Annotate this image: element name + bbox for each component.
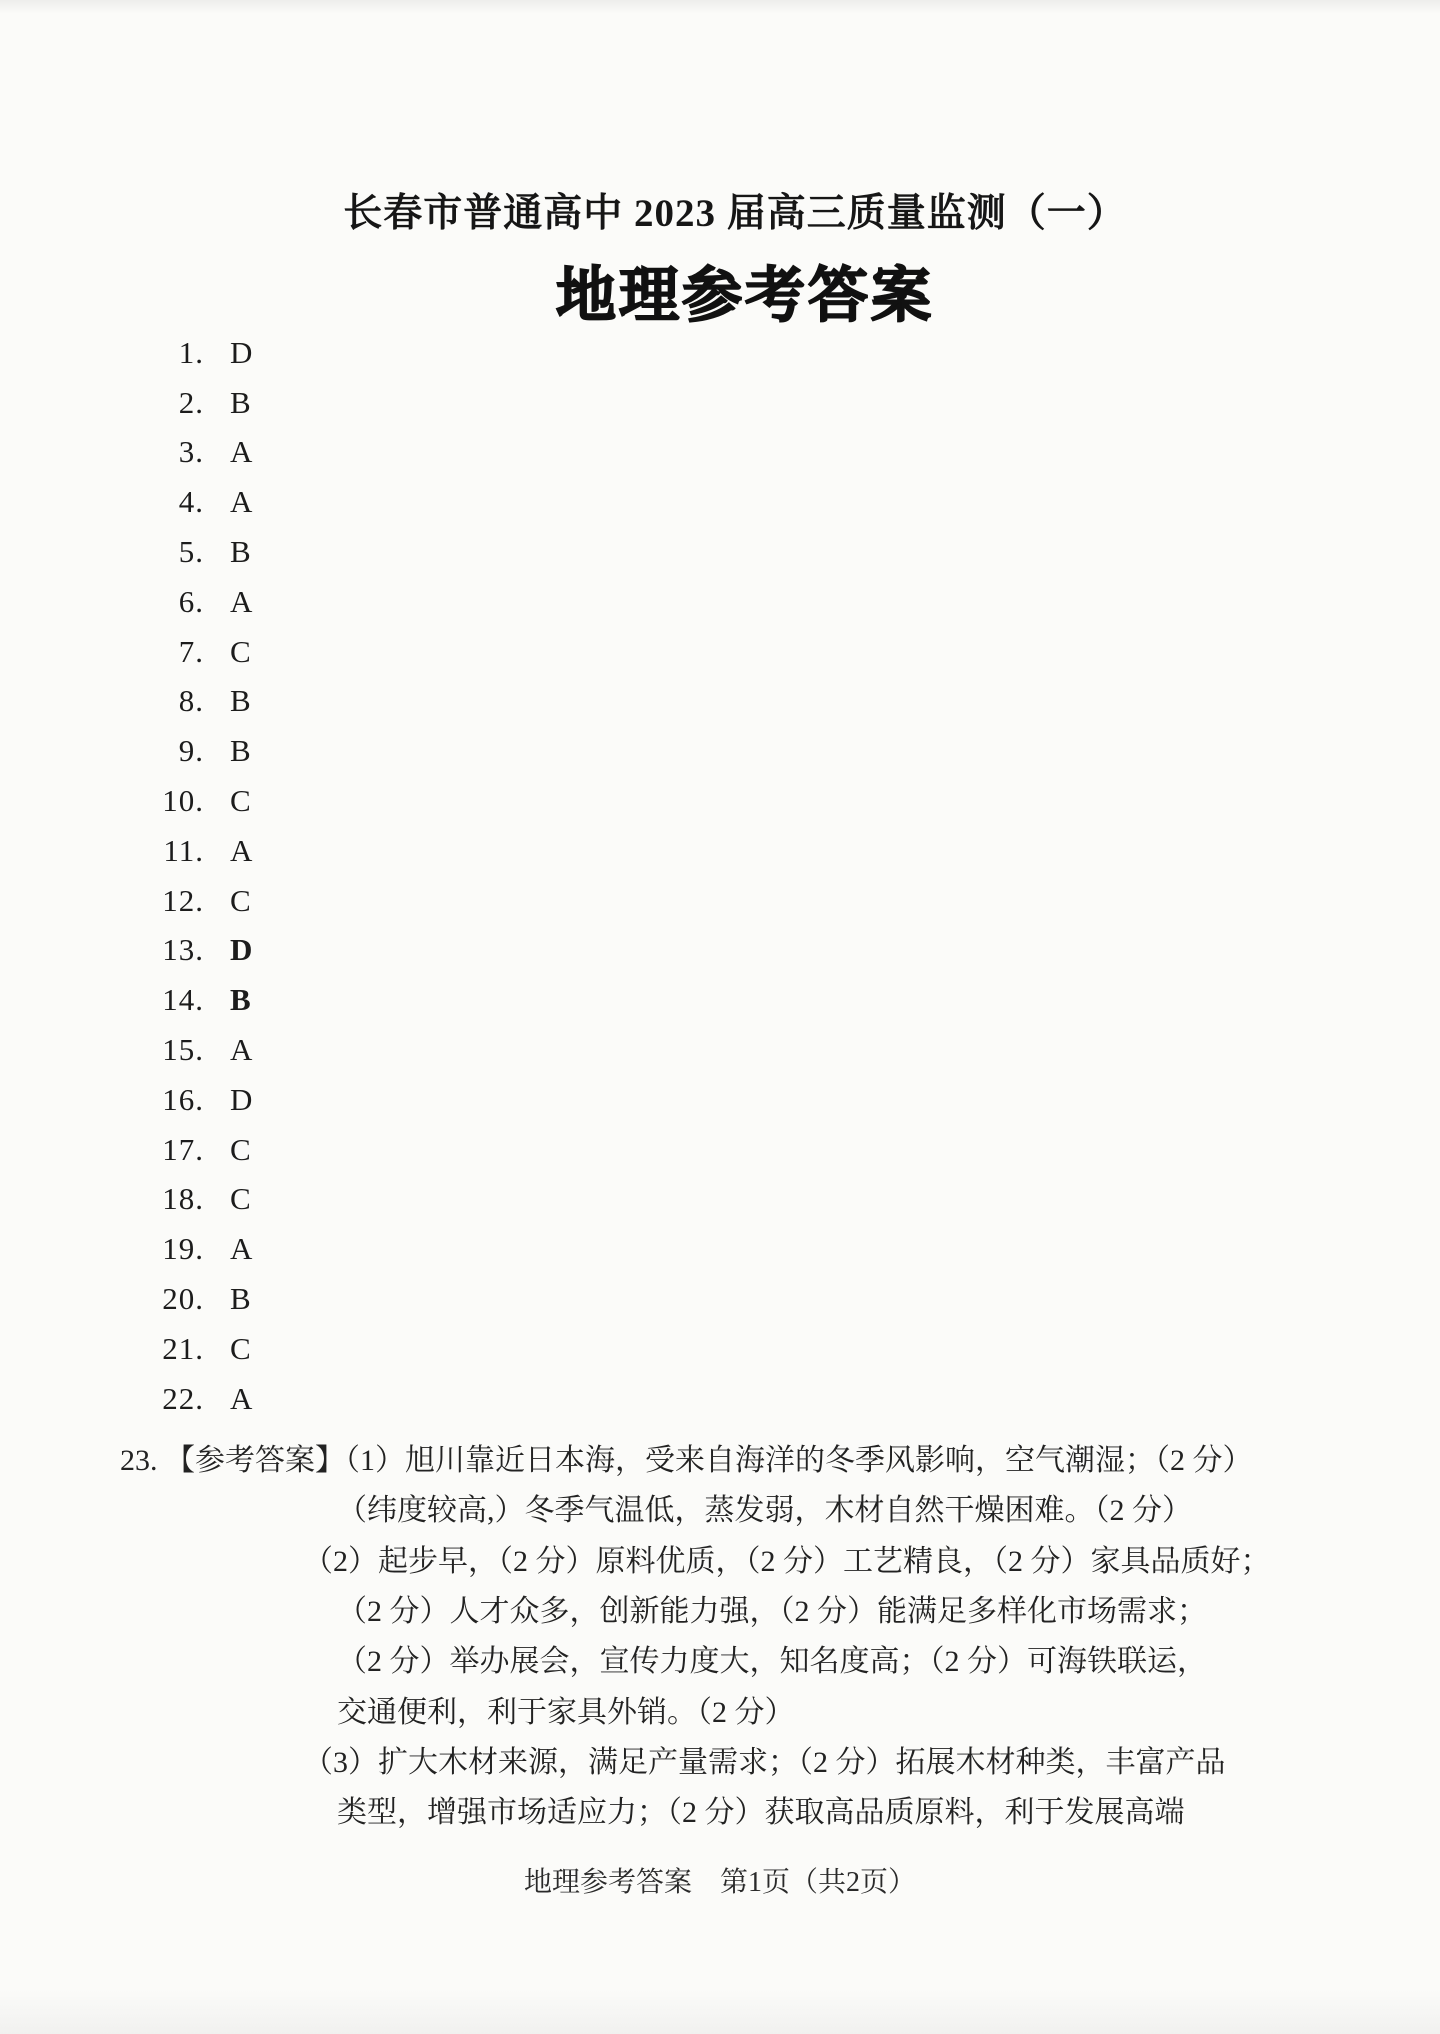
answer-row <box>118 826 253 876</box>
question-number: 11. <box>163 832 204 868</box>
question-23-answer-block <box>0 1432 1440 1834</box>
answer-choice: A <box>230 434 254 470</box>
answer-line: 交通便利，利于家具外销。（2 分） <box>337 1695 795 1729</box>
question-number: 17. <box>162 1131 204 1167</box>
question-number: 18. <box>162 1181 204 1217</box>
question-number: 12. <box>162 882 204 918</box>
answer-line: （2 分）举办展会，宣传力度大，知名度高；（2 分）可海铁联运， <box>337 1645 1207 1679</box>
question-number: 6. <box>178 583 204 619</box>
exam-title: 长春市普通高中 2023 届高三质量监测（一） <box>343 192 1127 235</box>
answer-line: （纬度较高,）冬季气温低，蒸发弱，木材自然干燥困难。（2 分） <box>337 1494 1192 1528</box>
question-number: 13. <box>162 932 204 968</box>
answer-choice: B <box>230 534 252 570</box>
answer-choice: A <box>230 1231 254 1267</box>
answer-choice: B <box>230 683 252 719</box>
answer-line: 类型，增强市场适应力；（2 分）获取高品质原料，利于发展高端 <box>337 1796 1185 1830</box>
answer-row <box>118 1324 253 1374</box>
answer-choice: C <box>230 1181 252 1217</box>
answer-row <box>118 1374 253 1424</box>
answer-choice: D <box>230 1081 254 1117</box>
answer-choice: C <box>230 1330 252 1366</box>
answer-choice: B <box>230 982 252 1018</box>
answer-choice: A <box>230 832 254 868</box>
answer-choice: D <box>230 932 254 968</box>
answer-choice: A <box>230 484 254 520</box>
answer-row <box>118 677 253 727</box>
question-number: 3. <box>178 434 204 470</box>
question-number: 19. <box>162 1231 204 1267</box>
question-number: 16. <box>162 1081 204 1117</box>
answer-row <box>118 1025 253 1075</box>
answer-line: 23. 【参考答案】（1）旭川靠近日本海，受来自海洋的冬季风影响，空气潮湿；（2 分） <box>120 1444 1253 1478</box>
page-title: 地理参考答案 <box>556 263 934 329</box>
question-number: 21. <box>162 1330 204 1366</box>
answer-row <box>118 328 253 378</box>
question-number: 8. <box>178 683 204 719</box>
answer-choice: C <box>230 633 252 669</box>
answer-row <box>118 477 253 527</box>
answer-choice: A <box>230 1032 254 1068</box>
question-number: 9. <box>178 733 204 769</box>
answer-choice: A <box>230 583 254 619</box>
answer-row <box>118 1224 253 1274</box>
question-number: 2. <box>178 384 204 420</box>
answer-list <box>0 328 253 1424</box>
answer-choice: C <box>230 882 252 918</box>
answer-row <box>118 726 253 776</box>
answer-row <box>118 378 253 428</box>
answer-line: （2 分）人才众多，创新能力强，（2 分）能满足多样化市场需求； <box>337 1595 1207 1629</box>
answer-row <box>118 577 253 627</box>
question-number: 10. <box>162 783 204 819</box>
answer-row <box>118 627 253 677</box>
answer-line: （3）扩大木材来源，满足产量需求；（2 分）拓展木材种类，丰富产品 <box>303 1745 1226 1779</box>
answer-row <box>118 1274 253 1324</box>
answer-line: （2）起步早，（2 分）原料优质，（2 分）工艺精良，（2 分）家具品质好； <box>303 1544 1271 1578</box>
answer-choice: D <box>230 334 254 370</box>
question-number: 1. <box>178 334 204 370</box>
question-number: 7. <box>178 633 204 669</box>
question-number: 14. <box>162 982 204 1018</box>
answer-row <box>118 527 253 577</box>
answer-choice: A <box>230 1380 254 1416</box>
question-number: 4. <box>178 484 204 520</box>
answer-choice: B <box>230 1281 252 1317</box>
answer-row <box>118 1075 253 1125</box>
answer-row <box>118 1125 253 1175</box>
answer-choice: B <box>230 733 252 769</box>
answer-row <box>118 926 253 976</box>
answer-row <box>118 975 253 1025</box>
answer-row <box>118 876 253 926</box>
answer-row <box>118 776 253 826</box>
answer-row <box>118 1175 253 1225</box>
answer-choice: C <box>230 783 252 819</box>
page-footer: 地理参考答案 第1页（共2页） <box>523 1867 916 1898</box>
answer-choice: B <box>230 384 252 420</box>
answer-choice: C <box>230 1131 252 1167</box>
question-number: 20. <box>162 1281 204 1317</box>
question-number: 5. <box>178 534 204 570</box>
question-number: 22. <box>162 1380 204 1416</box>
answer-row <box>118 428 253 478</box>
question-number: 15. <box>162 1032 204 1068</box>
